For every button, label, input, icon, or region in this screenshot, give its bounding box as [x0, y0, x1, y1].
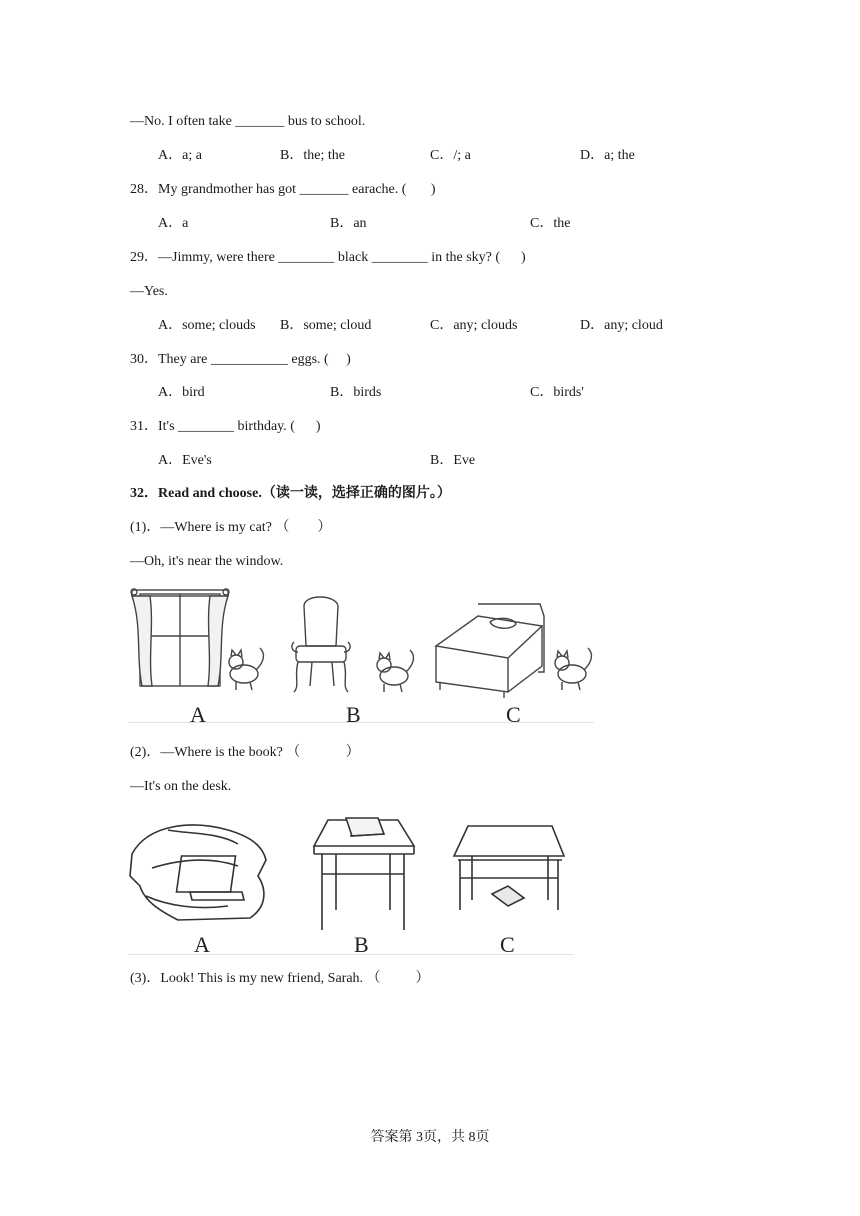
q29-option-c: C．any; clouds — [430, 318, 518, 333]
figure2-label-b: B — [354, 932, 369, 957]
figure2-label-c: C — [500, 932, 515, 957]
question-27-answer-line: —No. I often take _______ bus to school. — [130, 114, 366, 129]
desk-with-book-picture — [314, 818, 414, 930]
cat-icon-a — [229, 648, 263, 690]
q27-option-a: A．a; a — [158, 148, 202, 163]
q32-part-1: (1)．—Where is my cat? （ ） — [130, 520, 332, 535]
question-28: 28．My grandmother has got _______ earache. ( ) — [130, 182, 436, 197]
question-30: 30．They are ___________ eggs. ( ) — [130, 352, 351, 367]
q28-option-b: B．an — [330, 216, 367, 231]
q27-option-b: B．the; the — [280, 148, 345, 163]
q29-reply: —Yes. — [130, 284, 168, 299]
q30-option-c: C．birds' — [530, 385, 584, 400]
question-32-heading: 32．Read and choose.（读一读，选择正确的图片。） — [130, 486, 451, 501]
q27-option-c: C．/; a — [430, 148, 471, 163]
question-29: 29．—Jimmy, were there ________ black ________ in the sky? ( ) — [130, 250, 526, 265]
figure2-label-a: A — [194, 932, 210, 957]
q32-part-2-reply: —It's on the desk. — [130, 779, 232, 794]
figure-book-locations — [128, 810, 574, 958]
q30-option-b: B．birds — [330, 385, 382, 400]
window-picture — [131, 589, 229, 686]
q31-option-b: B．Eve — [430, 453, 476, 468]
q29-option-d: D．any; cloud — [580, 318, 663, 333]
clothes-pile-picture — [130, 825, 266, 920]
q32-part-1-reply: —Oh, it's near the window. — [130, 554, 284, 569]
desk-with-book-under-picture — [454, 826, 564, 910]
chair-picture — [292, 597, 350, 692]
q30-option-a: A．bird — [158, 385, 205, 400]
figure-cat-locations — [128, 586, 594, 726]
cat-icon-b — [377, 650, 413, 692]
q32-part-3: (3)．Look! This is my new friend, Sarah. （ ） — [130, 971, 430, 986]
page-footer: 答案第 3页，共 8页 — [370, 1130, 490, 1145]
q28-option-c: C．the — [530, 216, 571, 231]
q32-part-2: (2)．—Where is the book? （ ） — [130, 745, 360, 760]
figure1-label-b: B — [346, 702, 361, 727]
figure1-label-a: A — [190, 702, 206, 727]
q27-option-d: D．a; the — [580, 148, 635, 163]
q29-option-b: B．some; cloud — [280, 318, 372, 333]
figure1-label-c: C — [506, 702, 521, 727]
cat-icon-c — [555, 648, 591, 690]
q28-option-a: A．a — [158, 216, 189, 231]
bed-picture — [436, 604, 544, 698]
question-31: 31．It's ________ birthday. ( ) — [130, 419, 321, 434]
q31-option-a: A．Eve's — [158, 453, 212, 468]
q29-option-a: A．some; clouds — [158, 318, 256, 333]
